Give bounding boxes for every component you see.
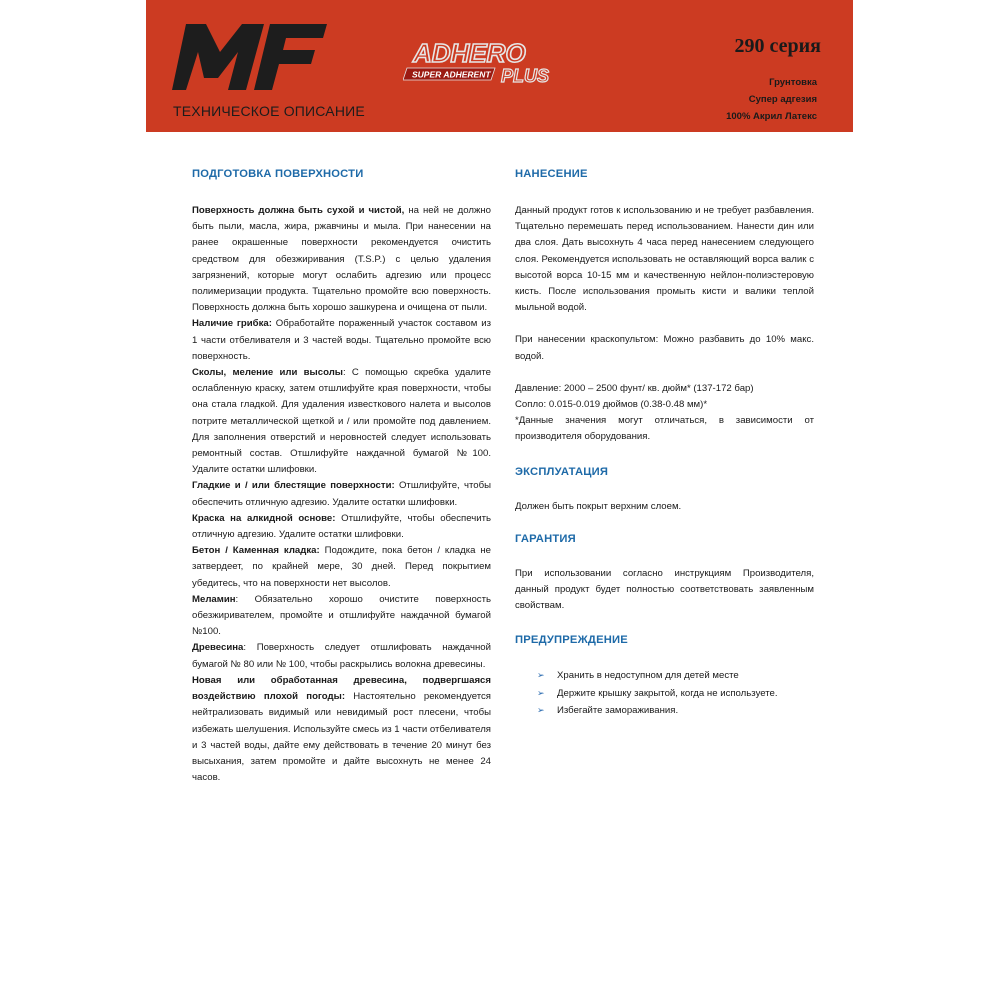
prep-item: [192, 511, 491, 543]
application-text: Данный продукт готов к использованию и не требует разбавления. Тщательно перемешать перед использованием. Нанести дин или два слоя. Дать высохнуть 4 часа перед нанесением следующего слоя. Рекомендуется использовать не оставляющий ворса валик с высотой ворса 10-15 мм и качественную нейлон-полиэстеровую кисть. После использования промыть кисти и валики теплой мыльной водой.: [515, 205, 814, 314]
section-heading: ПРЕДУПРЕЖДЕНИЕ: [515, 634, 628, 647]
spray-text: При нанесении краскопультом: Можно разбавить до 10% макс. водой.: [515, 334, 814, 362]
prep-item: [192, 543, 491, 592]
warning-text: Избегайте замораживания.: [557, 705, 679, 717]
surface-prep-intro: [192, 203, 491, 316]
logo-subtitle: ТЕХНИЧЕСКОЕ ОПИСАНИЕ: [173, 103, 365, 119]
prep-item-label: Сколы, меление или высолы: [192, 367, 343, 379]
mf-logo: [172, 24, 327, 90]
prep-item-label: Новая или обработанная древесина, подвергшаяся воздействию плохой погоды:: [192, 674, 491, 703]
section-heading: НАНЕСЕНИЕ: [515, 168, 588, 180]
prep-item: [192, 673, 491, 786]
right-column: [515, 166, 814, 720]
equipment-note: *Данные значения могут отличаться, в зависимости от производителя оборудования.: [515, 415, 814, 443]
spec-line: Грунтовка: [769, 77, 817, 88]
prep-item-label: Меламин: [192, 593, 236, 605]
warning-text: Хранить в недоступном для детей месте: [557, 670, 739, 682]
brand-name: ADHERO: [413, 38, 526, 68]
brand-suffix: PLUS: [501, 66, 550, 86]
warning-text: Держите крышку закрытой, когда не используете.: [557, 687, 778, 699]
prep-item: [192, 316, 491, 365]
list-item: [537, 667, 814, 685]
series-title: 290 серия: [734, 35, 821, 57]
header-banner: [146, 0, 853, 132]
prep-item: [192, 640, 491, 672]
prep-item-text: : С помощью скребка удалите ослабленную краску, затем отшлифуйте края поверхности, чтобы она стала гладкой. Для удаления известкового налета и высолов потрите металлической щеткой и / или промойте под давлением. Для заполнения отверстий и неровностей следует использовать ремонтный состав. Отшлифуйте наждачной бумагой №100. Удалите остатки шлифовки.: [192, 367, 491, 476]
prep-item-text: : Поверхность следует отшлифовать наждачной бумагой № 80 или № 100, чтобы раскрылись волокна древесины.: [192, 642, 491, 670]
prep-item: [192, 478, 491, 510]
surface-prep-section: [192, 166, 491, 786]
prep-item-text: Подождите, пока бетон / кладка не затвердеет, по крайней мере, 30 дней. Перед покрытием убедитесь, что на поверхности нет высолов.: [192, 545, 492, 589]
intro-text: на ней не должно быть пыли, масла, жира, ржавчины и мыла. При нанесении на ранее окрашенные поверхности рекомендуется очистить средством для обезжиривания (T.S.P.) с целью удаления загрязнений, которые могут ослабить адгезию или процесс полимеризации продукта. Тщательно промойте всю поверхность. Поверхность должна быть хорошо зашкурена и очищена от пыли.: [192, 205, 492, 314]
prep-item-label: Бетон / Каменная кладка:: [192, 545, 320, 557]
prep-item-label: Древесина: [192, 642, 244, 654]
prep-item-label: Краска на алкидной основе:: [192, 512, 336, 524]
prep-item-text: Отшлифуйте, чтобы обеспечить отличную адгезию. Удалите остатки шлифовки.: [192, 512, 492, 541]
pressure-line: Давление: 2000 – 2500 фунт/ кв. дюйм* (137-172 бар): [515, 382, 754, 394]
nozzle-line: Сопло: 0.015-0.019 дюймов (0.38-0.48 мм)*: [515, 399, 708, 411]
product-specs: [726, 74, 817, 125]
prep-item-label: Гладкие и / или блестящие поверхности:: [192, 480, 395, 492]
section-heading: ПОДГОТОВКА ПОВЕРХНОСТИ: [192, 168, 364, 180]
spec-line: Супер адгезия: [748, 94, 817, 105]
list-item: [537, 702, 814, 720]
brand-tagline: SUPER ADHERENT: [412, 69, 491, 80]
warranty-text: При использовании согласно инструкциям Производителя, данный продукт будет полностью соответствовать заявленным свойствам.: [515, 567, 814, 612]
prep-item-text: Отшлифуйте, чтобы обеспечить отличную адгезию. Удалите остатки шлифовки.: [192, 480, 491, 508]
arrow-bullet-icon: ➢: [537, 687, 545, 698]
prep-item: [192, 592, 491, 641]
arrow-bullet-icon: ➢: [537, 705, 545, 716]
intro-lead: Поверхность должна быть сухой и чистой,: [192, 205, 405, 216]
operation-text: Должен быть покрыт верхним слоем.: [515, 500, 682, 512]
prep-item-text: Обработайте пораженный участок составом из 1 части отбеливателя и 3 частей воды. Тщательно промойте всю поверхность.: [192, 318, 491, 362]
prep-item: [192, 365, 491, 478]
arrow-bullet-icon: ➢: [537, 670, 545, 681]
prep-item-label: Наличие грибка:: [192, 318, 272, 330]
list-item: [537, 685, 814, 703]
prep-item-text: : Обязательно хорошо очистите поверхность обезжиривателем, промойте и отшлифуйте наждачной бумагой №100.: [192, 593, 491, 638]
adhero-brand-logo: [403, 38, 579, 88]
section-heading: ЭКСПЛУАТАЦИЯ: [515, 465, 609, 478]
spec-line: 100% Акрил Латекс: [726, 111, 817, 122]
prep-item-text: Настоятельно рекомендуется нейтрализовать видимый или невидимый рост плесени, чтобы избежать шелушения. Используйте смесь из 1 части отбеливателя и 3 частей воды, дайте ему действовать в течение 20 минут без высыхания, затем промойте и дайте высохнуть не менее 24 часов.: [192, 691, 491, 784]
section-heading: ГАРАНТИЯ: [515, 532, 576, 545]
warning-list: [537, 667, 814, 720]
